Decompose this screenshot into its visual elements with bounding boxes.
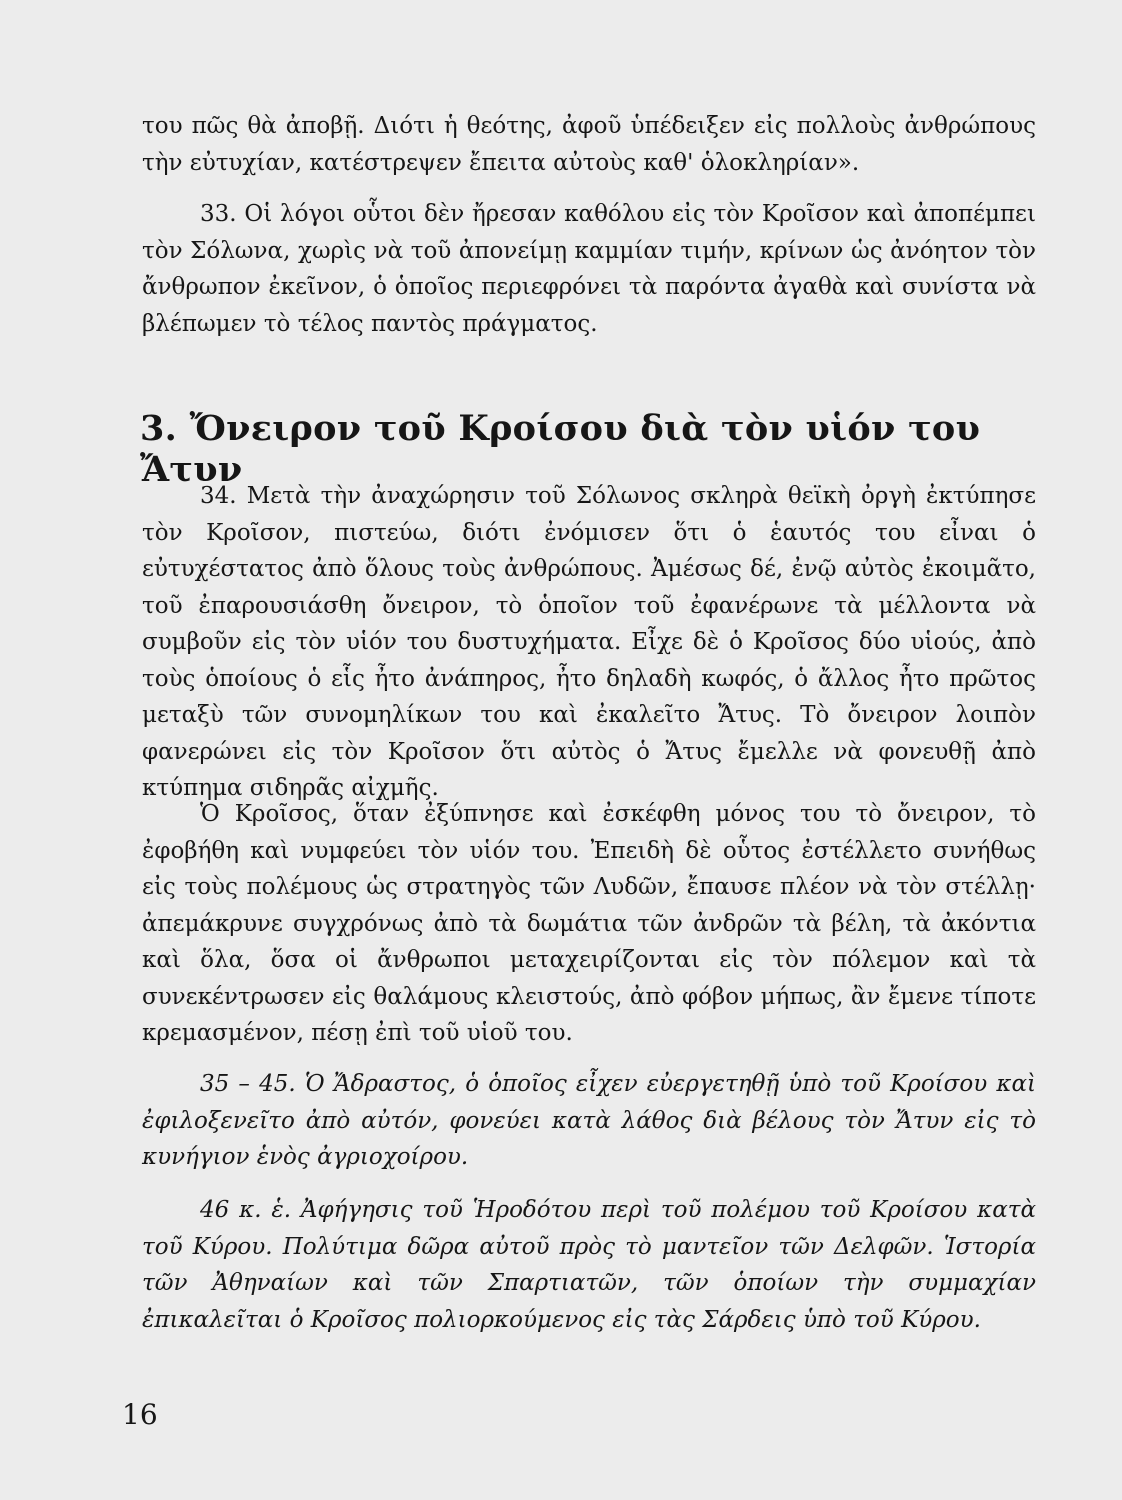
paragraph-46-number: 46 κ. ἑ. xyxy=(200,1197,292,1223)
paragraph-34: 34. Μετὰ τὴν ἀναχώρησιν τοῦ Σόλωνος σκληρὰ θεϊκὴ ὀργὴ ἐκτύπησε τὸν Κροῖσον, πιστεύω, διότι ἐνόμισεν ὅτι ὁ ἑαυτός του εἶναι ὁ εὐτυχέστατος ἀπὸ ὅλους τοὺς ἀνθρώπους. Ἀμέσως δέ, ἐνῷ αὐτὸς ἐκοιμᾶτο, τοῦ ἐπαρουσιάσθη ὄνειρον, τὸ ὁποῖον τοῦ ἐφανέρωνε τὰ μέλλοντα νὰ συμβοῦν εἰς τὸν υἱόν του δυστυχήματα. Εἶχε δὲ ὁ Κροῖσος δύο υἱούς, ἀπὸ τοὺς ὁποίους ὁ εἷς ἦτο ἀνάπηρος, ἦτο δηλαδὴ κωφός, ὁ ἄλλος ἦτο πρῶτος μεταξὺ τῶν συνομηλίκων του καὶ ἐκαλεῖτο Ἄτυς. Τὸ ὄνειρον λοιπὸν φανερώνει εἰς τὸν Κροῖσον ὅτι αὐτὸς ὁ Ἄτυς ἔμελλε νὰ φονευθῇ ἀπὸ κτύπημα σιδηρᾶς αἰχμῆς. xyxy=(142,483,1036,801)
paragraph-34-continued: Ὁ Κροῖσος, ὅταν ἐξύπνησε καὶ ἐσκέφθη μόνος του τὸ ὄνειρον, τὸ ἐφοβήθη καὶ νυμφεύει τὸν υἱόν του. Ἐπειδὴ δὲ οὗτος ἐστέλλετο συνήθως εἰς τοὺς πολέμους ὡς στρατηγὸς τῶν Λυδῶν, ἔπαυσε πλέον νὰ τὸν στέλλῃ· ἀπεμάκρυνε συγχρόνως ἀπὸ τὰ δωμάτια τῶν ἀνδρῶν τὰ βέλη, τὰ ἀκόντια καὶ ὅλα, ὅσα οἱ ἄνθρωποι μεταχειρίζονται εἰς τὸν πόλεμον καὶ τὰ συνεκέντρωσεν εἰς θαλάμους κλειστούς, ἀπὸ φόβον μήπως, ἂν ἔμενε τίποτε κρεμασμένον, πέσῃ ἐπὶ τοῦ υἱοῦ του. xyxy=(142,801,1036,1046)
paragraph-33: 33. Οἱ λόγοι οὗτοι δὲν ἤρεσαν καθόλου εἰς τὸν Κροῖσον καὶ ἀποπέμπει τὸν Σόλωνα, χωρὶς νὰ τοῦ ἀπονείμῃ καμμίαν τιμήν, κρίνων ὡς ἀνόητον τὸν ἄνθρωπον ἐκεῖνον, ὁ ὁποῖος περιεφρόνει τὰ παρόντα ἀγαθὰ καὶ συνίστα νὰ βλέπωμεν τὸ τέλος παντὸς πράγματος. xyxy=(142,201,1036,337)
paragraph-46-text: Ἀφήγησις τοῦ Ἡροδότου περὶ τοῦ πολέμου τοῦ Κροίσου κατὰ τοῦ Κύρου. Πολύτιμα δῶρα αὐτοῦ πρὸς τὸ μαντεῖον τῶν Δελφῶν. Ἱστορία τῶν Ἀθηναίων καὶ τῶν Σπαρτιατῶν, τῶν ὁποίων τὴν συμμαχίαν ἐπικαλεῖται ὁ Κροῖσος πολιορκούμενος εἰς τὰς Σάρδεις ὑπὸ τοῦ Κύρου. xyxy=(142,1197,1037,1333)
paragraph-35-45 xyxy=(142,1066,1036,1176)
continuation-paragraph: του πῶς θὰ ἀποβῇ. Διότι ἡ θεότης, ἀφοῦ ὑπέδειξεν εἰς πολλοὺς ἀνθρώπους τὴν εὐτυχίαν, κατέστρεψεν ἔπειτα αὐτοὺς καθ' ὁλοκληρίαν». xyxy=(142,113,1036,176)
section-heading: 3. Ὄνειρον τοῦ Κροίσου διὰ τὸν υἱόν του Ἄτυν xyxy=(140,408,981,490)
paragraph-35-45-number: 35 – 45. xyxy=(200,1071,296,1097)
paragraph-35-45-text: Ὁ Ἄδραστος, ὁ ὁποῖος εἶχεν εὐεργετηθῇ ὑπὸ τοῦ Κροίσου καὶ ἐφιλοξενεῖτο ἀπὸ αὐτόν, φονεύει κατὰ λάθος διὰ βέλους τὸν Ἄτυν εἰς τὸ κυνήγιον ἑνὸς ἀγριοχοίρου. xyxy=(142,1071,1037,1170)
paragraph-46 xyxy=(142,1192,1036,1338)
page-number: 16 xyxy=(122,1398,158,1431)
